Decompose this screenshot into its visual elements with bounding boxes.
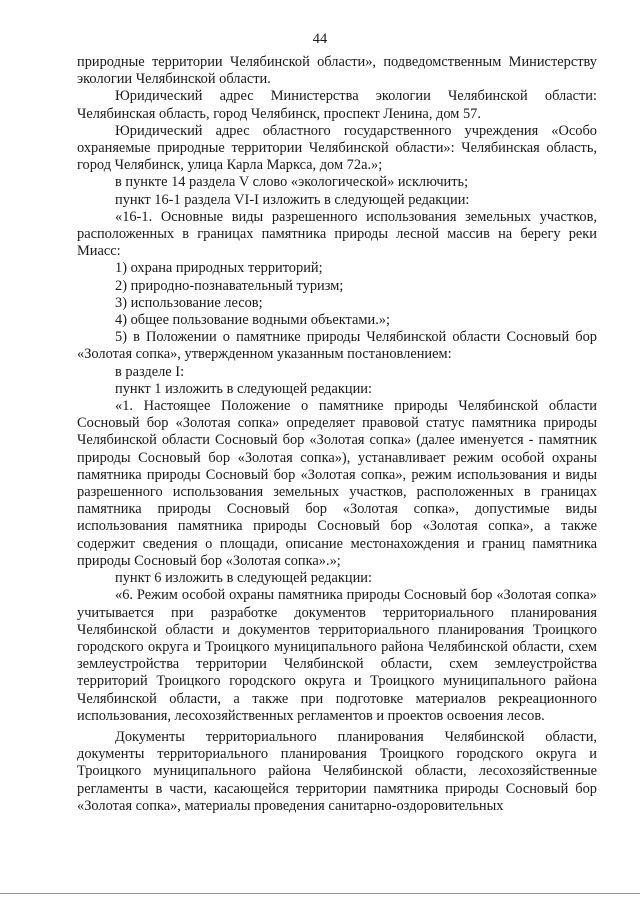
paragraph-planning-documents: Документы территориального планирования Челябинской области, документы территориального планирования Троицкого городского округа и Троицкого муниципального района Челябинской области, лесохозяйственные регламенты в части, касающейся территории памятника природы Сосновый бор «Золотая сопка», материалы проведения санитарно-оздоровительных (77, 728, 597, 814)
list-item-2: 2) природно-познавательный туризм; (115, 277, 344, 294)
paragraph-item-5: 5) в Положении о памятнике природы Челябинской области Сосновый бор «Золотая сопка», утвержденном указанным постановлением: (77, 329, 597, 363)
paragraph-item-6-text: «6. Режим особой охраны памятника природы Сосновый бор «Золотая сопка» учитывается при разработке документов территориального планирования Челябинской области и документов территориального планирования Троицкого городского округа и Троицкого муниципального района Челябинской области, схем землеустройства территории Челябинской области, схем землеустройства территорий Троицкого городского округа и Троицкого муниципального района Челябинской области, а также при подготовке материалов рекреационного использования, лесохозяйственных регламентов и проектов освоения лесов. (77, 587, 597, 724)
paragraph-section-1: в разделе I: (115, 363, 185, 380)
list-item-4: 4) общее пользование водными объектами.»; (115, 312, 390, 329)
paragraph-institution-address: Юридический адрес областного государственного учреждения «Особо охраняемые природные территории Челябинской области»: Челябинская область, город Челябинск, улица Карла Маркса, дом 72а.»; (77, 122, 597, 174)
paragraph-item-1-text: «1. Настоящее Положение о памятнике природы Челябинской области Сосновый бор «Золотая сопка» определяет правовой статус памятника природы Челябинской области Сосновый бор «Золотая сопка» (далее именуется - памятник природы Сосновый бор «Золотая сопка»), устанавливает режим особой охраны памятника природы Сосновый бор «Золотая сопка», режим использования и виды разрешенного использования земельных участков, расположенных в границах памятника природы Сосновый бор «Золотая сопка», допустимые виды использования памятника природы Сосновый бор «Золотая сопка», а также содержит сведения о площади, описание местонахождения и границ памятника природы Сосновый бор «Золотая сопка».»; (77, 398, 597, 569)
paragraph-item-6-intro: пункт 6 изложить в следующей редакции: (115, 570, 372, 587)
document-body (77, 54, 597, 815)
paragraph-item-14: в пункте 14 раздела V слово «экологической» исключить; (115, 174, 469, 191)
list-item-1: 1) охрана природных территорий; (115, 260, 323, 277)
list-item-3: 3) использование лесов; (115, 294, 263, 311)
footer-rule (0, 893, 640, 894)
paragraph-item-1-intro: пункт 1 изложить в следующей редакции: (115, 380, 372, 397)
paragraph-item-16-1-intro: пункт 16-1 раздела VI-I изложить в следующей редакции: (115, 191, 470, 208)
paragraph-item-16-1-text: «16-1. Основные виды разрешенного использования земельных участков, расположенных в границах памятника природы лесной массив на берегу реки Миасс: (77, 208, 597, 260)
paragraph-continuation: природные территории Челябинской области», подведомственным Министерству экологии Челябинской области. (77, 54, 597, 88)
paragraph-ministry-address: Юридический адрес Министерства экологии Челябинской области: Челябинская область, город Челябинск, проспект Ленина, дом 57. (77, 88, 597, 122)
page-number: 44 (312, 31, 328, 47)
